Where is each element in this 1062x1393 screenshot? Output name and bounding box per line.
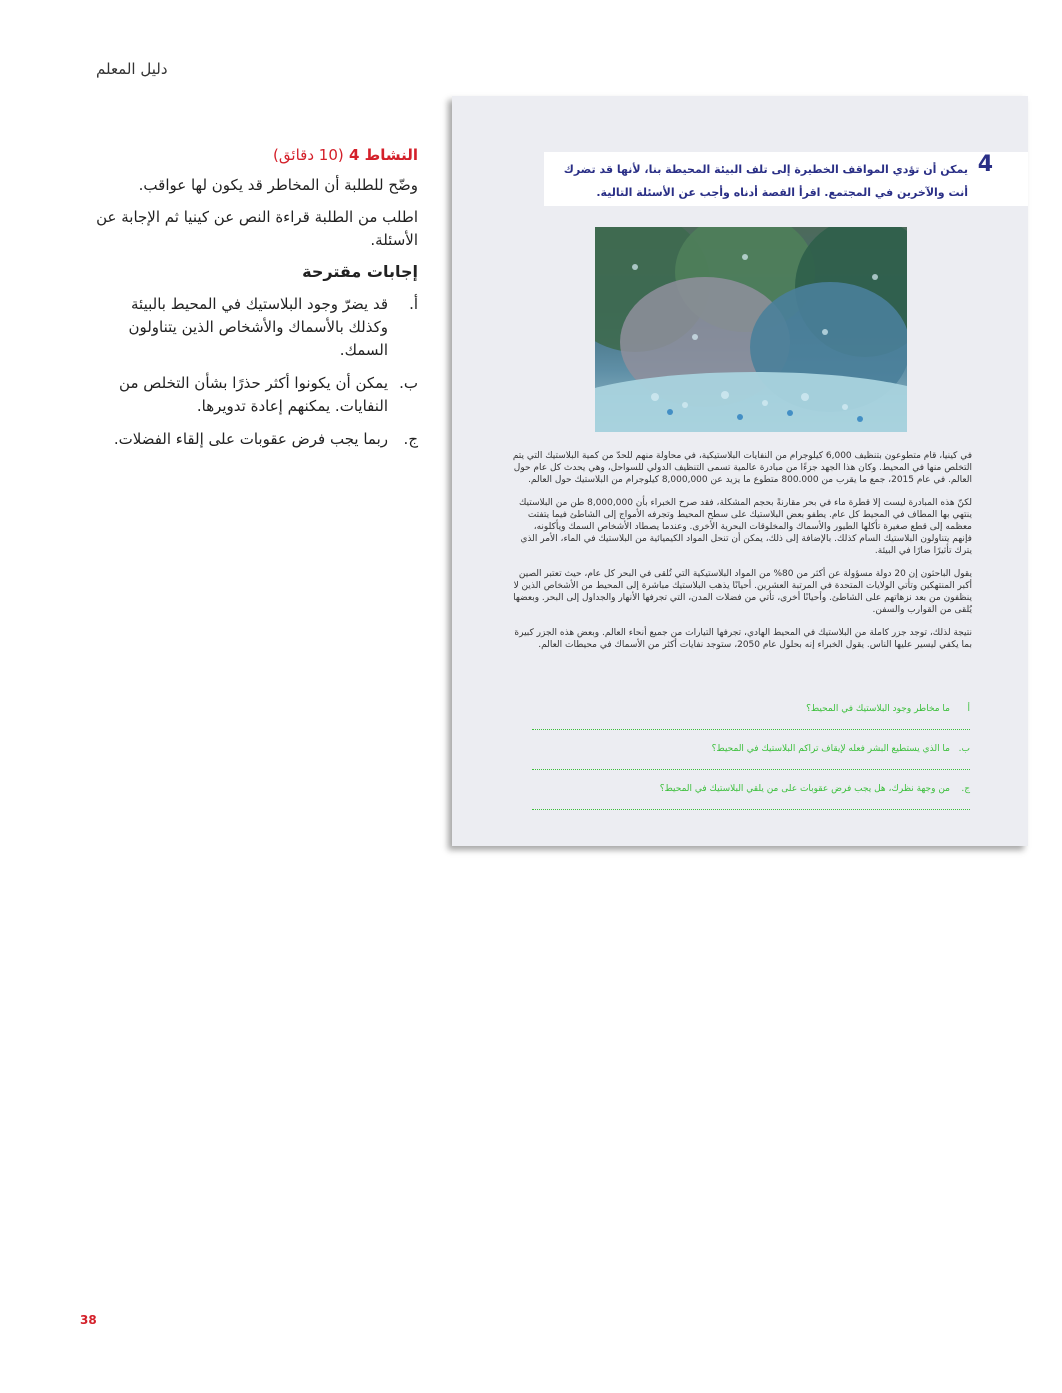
story-paragraph: لكنّ هذه المبادرة ليست إلا قطرة ماء في بحر مقارنةً بحجم المشكلة، فقد صرح الخبراء بأن 8,000,000 طن من البلاستيك ينتهي بها المطاف في المحيط كل عام. يطفو بعض البلاستيك على سطح المحيط وتجرفه الأمواج إلى الشاطئ فيما يتفتت معظمه إلى قطع صغيرة تأكلها الطيور والأسماك والمخلوقات البحرية الأخرى. وعندما يصطاد الأشخاص السمك ويأكلونه، فإنهم يتناولون البلاستيك السام كذلك. بالإضافة إلى ذلك، يمكن أن تنحل المواد الكيميائية من البلاستيك في الماء، الأمر الذي يترك تأثيرًا ضارًا في البيئة. (518, 498, 972, 556)
task-number: 4 (977, 152, 993, 177)
activity-time: (10 دقائق) (273, 146, 344, 164)
instruction-paragraph-1: وضّح للطلبة أن المخاطر قد يكون لها عواقب. (138, 176, 418, 194)
page-header-title: دليل المعلم (96, 60, 168, 78)
question-item (512, 784, 970, 794)
question-letter: ج. (961, 784, 970, 794)
answer-line[interactable] (532, 769, 970, 770)
question-letter: أ (967, 704, 970, 714)
plastic-bottles-photo (595, 227, 907, 432)
question-item (512, 704, 970, 714)
task-instruction: يمكن أن تؤدي المواقف الخطيرة إلى تلف البيئة المحيطة بنا، لأنها قد تضرك أنت والآخرين في المجتمع. اقرأ القصة أدناه وأجب عن الأسئلة التالية. (563, 163, 968, 199)
story-paragraph: نتيجة لذلك، توجد جزر كاملة من البلاستيك في المحيط الهادي، تجرفها التيارات من جميع أنحاء العالم. وبعض هذه الجزر كبيرة بما يكفي ليسير عليها الناس. يقول الخبراء إنه بحلول عام 2050، ستوجد نفايات أكثر من الأسماك في محيطات العالم. (514, 628, 972, 650)
answer-item (95, 293, 418, 362)
answer-letter: ب. (399, 374, 418, 392)
kenya-story (512, 450, 972, 662)
answer-text: قد يضرّ وجود البلاستيك في المحيط بالبيئة وكذلك بالأسماك والأشخاص الذين يتناولون السمك. (128, 295, 388, 359)
question-letter: ب. (958, 744, 970, 754)
question-text: ما الذي يستطيع البشر فعله لإيقاف تراكم البلاستيك في المحيط؟ (711, 744, 950, 754)
activity-heading (95, 146, 418, 164)
plastic-bales-illustration (595, 227, 907, 432)
answer-line[interactable] (532, 729, 970, 730)
answer-text: ربما يجب فرض عقوبات على إلقاء الفضلات. (113, 430, 388, 448)
question-text: من وجهة نظرك، هل يجب فرض عقوبات على من يلقي البلاستيك في المحيط؟ (659, 784, 950, 794)
question-text: ما مخاطر وجود البلاستيك في المحيط؟ (806, 704, 950, 714)
answer-line[interactable] (532, 809, 970, 810)
answer-letter: أ. (409, 295, 418, 313)
answer-letter: ج. (403, 430, 418, 448)
questions-list (512, 704, 970, 824)
answer-text: يمكن أن يكونوا أكثر حذرًا بشأن التخلص من النفايات. يمكنهم إعادة تدويرها. (119, 374, 388, 415)
instruction-paragraph-2: اطلب من الطلبة قراءة النص عن كينيا ثم الإجابة عن الأسئلة. (96, 208, 418, 249)
student-book-page (452, 96, 1028, 846)
story-paragraph: يقول الباحثون إن 20 دولة مسؤولة عن أكثر من 80% من المواد البلاستيكية التي تُلقى في البحر كل عام، حيث تعتبر الصين أكبر المنتهكين وتأتي الولايات المتحدة في المرتبة العشرين. أحيانًا يذهب البلاستيك مباشرة إلى المحيط من الأشخاص الذين لا ينظفون من بعد نزهاتهم على الشاطئ. وأحيانًا أخرى، تأتي من فضلات المدن، التي تجرفها الأنهار والجداول إلى البحر. وبعضها يُلقى من القوارب والسفن. (513, 569, 972, 615)
page-number: 38 (80, 1313, 97, 1327)
teacher-guide-column (95, 146, 418, 461)
story-paragraph: في كينيا، قام متطوعون بتنظيف 6,000 كيلوجرام من النفايات البلاستيكية، في محاولة منهم للحدّ من كمية البلاستيك التي يتم التخلص منها في المحيط. وكان هذا الجهد جزءًا من مبادرة عالمية تسمى التنظيف الدولي للسواحل، وهي يحدث كل عام حول العالم. في عام 2015، جمع ما يقرب من 800.000 متطوع ما يزيد عن 8,000,000 كيلوجرام من البلاستيك حول العالم. (512, 451, 972, 485)
suggested-answers-heading: إجابات مقترحة (302, 262, 418, 281)
answer-item (95, 372, 418, 418)
activity-title: النشاط 4 (348, 146, 418, 164)
question-item (512, 744, 970, 754)
answer-item (95, 428, 418, 451)
